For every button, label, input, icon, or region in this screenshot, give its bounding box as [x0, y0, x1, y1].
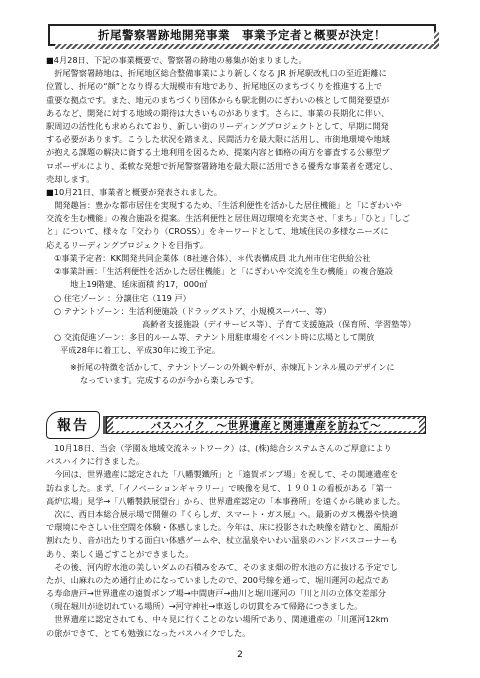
banner-header [48, 24, 436, 46]
list-item: ①事業予定者：KK開発共同企業体（8社連合体）、＊代表構成員 北九州市住宅供給公社 [54, 253, 371, 263]
text-line: ■10月21日、事業者と概要が発表されました。 [46, 186, 222, 197]
text-line: で環境にやさしい住空間を体験・体感しました。今年は、床に投影された映像を踏むと、風船が [46, 522, 399, 533]
text-line: 折尾警察署跡地は、折尾地区総合整備事業により新しくなる JR 折尾駅改札口の至近距離に [46, 68, 387, 79]
report-title: バスハイク 〜世界遺産と関連遺産を訪ねて〜 [113, 419, 419, 431]
text-line: あり、楽しく過ごすことができました。 [46, 548, 194, 559]
text-line: る寿命唐戸→世界遺産の遠賀ポンプ場→中間唐戸→曲川と堀川運河の「川と川の立体交差部分 [46, 588, 386, 599]
report-tag [46, 411, 100, 439]
page-number: 2 [237, 650, 243, 660]
text-line: あるなど、開発に対する地域の期待は大きいものがあります。さらに、事業の長期化に伴い、 [46, 107, 390, 118]
text-line: 次に、西日本総合展示場で開催の『くらしガ、スマート・ガス展』へ。最新のガス機器や快適 [46, 508, 398, 519]
list-item: ○ テナントゾーン：生活利便施設（ドラッグストア、小規模スーパー、等） [54, 305, 332, 316]
text-line: 駅周辺の活性化も求められており、新しい街のリーディングプロジェクトとして、早期に開発 [46, 120, 389, 131]
banner-title: 折尾警察署跡地開発事業 事業予定者と概要が決定！ [50, 26, 434, 44]
section1-text [46, 54, 446, 252]
list-item: 地上19階建、延床面積 約17，000㎡ [70, 279, 208, 290]
text-line: 高炉広場」見学→「八幡製鉄展望台」から、世界遺産認定の「本事務所」を遠くから眺めました。 [46, 495, 405, 506]
list-item: ②事業計画：「生活利便性を活かした居住機能」と「にぎわいや交流を生む機能」の複合施設 [54, 266, 393, 277]
text-line: ロポーザルにより、柔軟な発想で折尾警察署跡地を最大限に活用できる優秀な事業者を選定し、 [46, 160, 398, 171]
text-line: と」について、様々な「交わり（CROSS）」をキーワードとして、地域住民の多様なニーズに [46, 226, 389, 237]
section2-text [46, 442, 446, 640]
text-line: 交流を生む機能」の複合施設を提案。生活利便性と居住周辺環境を充実させ、「まち」「ひと」「しご [46, 213, 411, 224]
project-details-list [46, 252, 446, 358]
text-line: 訪ねました。まず、「イノベーションギャラリー」で映像を見て、１９０１の看板がある「第一 [46, 482, 392, 493]
text-line: バスハイクに行きました。 [46, 456, 145, 467]
text-line: 10月18日、当会（学園＆地域交流ネットワーク）は、(株)総合システムさんのご厚意により [46, 443, 392, 453]
text-line: 開発趣旨：豊かな都市居住を実現するため、「生活利便性を活かした居住機能」と「にぎわいや [46, 200, 402, 211]
text-line: 世界遺産に認定されても、中々見に行くことのない場所であり、関連遺産の「川運河12km [46, 614, 389, 625]
list-item: ○ 交流促進ゾーン：多目的ルーム等、テナント用駐車場をイベント時に広場として開放 [54, 332, 375, 343]
text-line: 応えるリーディングプロジェクトを目指す。 [46, 239, 209, 250]
text-line: ※折尾の特徴を活かして、テナントゾーンの外観や軒が、赤煉瓦トンネル風のデザインに [70, 362, 395, 372]
text-line: ■4月28日、下記の事業概要で、警察署の跡地の募集が始まりました。 [46, 55, 307, 65]
text-line: （現在堀川が途切れている場所）→河守神社→車返しの切貫をみて帰路につきました。 [46, 601, 363, 612]
text-line: の旅ができて、とても勉強になったバスハイクでした。 [46, 627, 251, 638]
list-item: 高齢者支援施設（デイサービス等）、子育て支援施設（保育所、学習塾等） [142, 318, 416, 329]
list-item: 平成28年に着工し、平成30年に竣工予定。 [60, 345, 221, 356]
text-line: 今回は、世界遺産に認定された「八幡製鐵所」と「遠賀ポンプ場」を祝して、その関連遺産を [46, 469, 398, 480]
report-banner [106, 416, 426, 434]
text-line: その後、河内貯水池の美しいダムの石積みをみて、そのまま畑の貯水池の方に抜ける予定でし [46, 561, 398, 572]
list-item: ○ 住宅ゾーン ：分譲住宅（119 戸） [54, 292, 191, 303]
text-line: 重要な拠点です。また、地元のまちづくり団体からも駅北側のにぎわいの核として開発要望が [46, 94, 390, 105]
text-line: 位置し、折尾の“顔”となり得る大規模市有地であり、折尾地区のまちづくりを推進する上で [46, 81, 382, 92]
text-line: が抱える課題の解決に資する土地利用を図るため、提案内容と価格の両方を審査する公募型プ [46, 147, 390, 158]
text-line: する必要があります。こうした状況を踏まえ、民間活力を最大限に活用し、市街地環境や地域 [46, 134, 390, 145]
report-tag-label: 報告 [57, 418, 89, 434]
note-text [46, 361, 446, 387]
text-line: たが、山麻れのため通行止めになっていましたので、200号線を通って、堀川運河の起点であ [46, 574, 389, 585]
text-line: 売却します。 [46, 173, 95, 184]
text-line: 割れたり、音が出たりする面白い体感ゲームや、杖立温泉やいわい温泉のハンドバスコーナーも [46, 535, 398, 546]
text-line: なっています。完成するのが今から楽しみです。 [80, 375, 259, 386]
